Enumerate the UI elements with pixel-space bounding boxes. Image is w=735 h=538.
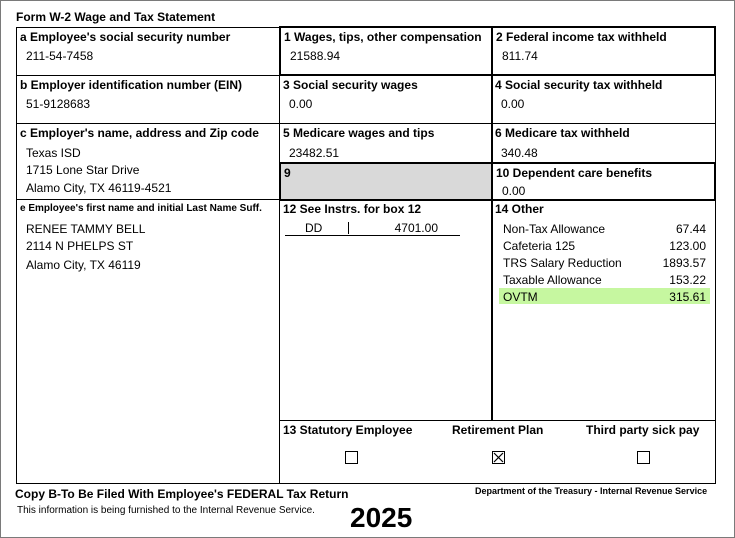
box-14-row — [499, 220, 710, 236]
furnished-notice: This information is being furnished to the Internal Revenue Service. — [17, 505, 315, 516]
box-a-label: a Employee's social security number — [20, 30, 231, 44]
box-4-ss-tax — [491, 75, 716, 124]
box-c-city: Alamo City, TX 46119-4521 — [26, 181, 172, 195]
box-12-separator — [348, 222, 349, 234]
box-6-label: 6 Medicare tax withheld — [495, 126, 630, 140]
box-14-other — [491, 199, 716, 421]
box-a-value: 211-54-7458 — [26, 49, 94, 63]
box-14-row — [499, 237, 710, 253]
box-12-codes — [279, 199, 493, 421]
box-4-value: 0.00 — [501, 97, 525, 111]
box-13-checkboxes — [279, 420, 716, 484]
box-6-medicare-tax — [491, 123, 716, 164]
box-14-row — [499, 271, 710, 287]
box-a-ssn — [16, 27, 280, 76]
tax-year: 2025 — [350, 502, 413, 533]
box-14-item-name: OVTM — [503, 290, 538, 304]
box-2-fed-tax — [491, 26, 716, 76]
box-14-item-amount: 67.44 — [675, 222, 706, 236]
box-12-row — [285, 220, 460, 236]
box-14-label: 14 Other — [495, 202, 544, 216]
treasury-notice: Department of the Treasury - Internal Revenue Service — [475, 486, 708, 496]
box-6-value: 340.48 — [501, 146, 538, 160]
box-b-value: 51-9128683 — [26, 97, 91, 111]
box-e-street: 2114 N PHELPS ST — [26, 239, 134, 253]
copy-b-notice: Copy B-To Be Filed With Employee's FEDERAL Tax Return — [15, 487, 349, 501]
box-12-label: 12 See Instrs. for box 12 — [283, 202, 422, 216]
box-13-retirement-label: Retirement Plan — [452, 423, 544, 437]
box-14-row-highlighted — [499, 288, 710, 304]
box-c-street: 1715 Lone Star Drive — [26, 163, 140, 177]
box-14-item-name: Non-Tax Allowance — [503, 222, 606, 236]
box-12-amount: 4701.00 — [394, 221, 438, 235]
box-2-label: 2 Federal income tax withheld — [496, 30, 667, 44]
box-14-item-amount: 315.61 — [669, 290, 706, 304]
box-14-item-name: Cafeteria 125 — [503, 239, 576, 253]
box-14-item-name: TRS Salary Reduction — [503, 256, 622, 270]
box-1-wages — [279, 26, 493, 76]
box-b-label: b Employer identification number (EIN) — [20, 78, 243, 92]
box-14-item-amount: 123.00 — [669, 239, 706, 253]
box-5-label: 5 Medicare wages and tips — [283, 126, 435, 140]
box-10-dependent-care — [491, 162, 716, 201]
box-9-label: 9 — [284, 166, 291, 180]
box-5-medicare-wages — [279, 123, 493, 164]
check-x-icon — [493, 452, 504, 463]
box-e-city: Alamo City, TX 46119 — [26, 258, 141, 272]
form-title: Form W-2 Wage and Tax Statement — [16, 10, 216, 24]
box-b-ein — [16, 75, 280, 124]
retirement-plan-checkbox[interactable] — [492, 451, 505, 464]
box-1-label: 1 Wages, tips, other compensation — [284, 30, 482, 44]
box-10-value: 0.00 — [502, 184, 526, 198]
box-3-ss-wages — [279, 75, 493, 124]
box-13-statutory-label: 13 Statutory Employee — [283, 423, 413, 437]
box-12-code: DD — [305, 221, 323, 235]
box-e-label: e Employee's first name and initial Last Name Suff. — [20, 203, 262, 214]
third-party-sick-pay-checkbox[interactable] — [637, 451, 650, 464]
box-c-employer — [16, 123, 280, 200]
box-e-employee — [16, 199, 280, 484]
box-3-label: 3 Social security wages — [283, 78, 418, 92]
box-c-name: Texas ISD — [26, 146, 81, 160]
box-9 — [279, 162, 493, 201]
box-14-item-name: Taxable Allowance — [503, 273, 602, 287]
box-4-label: 4 Social security tax withheld — [495, 78, 663, 92]
box-14-item-amount: 1893.57 — [662, 256, 706, 270]
box-13-sick-label: Third party sick pay — [586, 423, 700, 437]
box-14-row — [499, 254, 710, 270]
statutory-employee-checkbox[interactable] — [345, 451, 358, 464]
box-c-label: c Employer's name, address and Zip code — [20, 126, 259, 140]
box-10-label: 10 Dependent care benefits — [496, 166, 653, 180]
box-14-item-amount: 153.22 — [669, 273, 706, 287]
box-2-value: 811.74 — [502, 49, 538, 63]
box-1-value: 21588.94 — [290, 49, 341, 63]
box-5-value: 23482.51 — [289, 146, 340, 160]
box-e-name: RENEE TAMMY BELL — [26, 222, 146, 236]
box-3-value: 0.00 — [289, 97, 313, 111]
